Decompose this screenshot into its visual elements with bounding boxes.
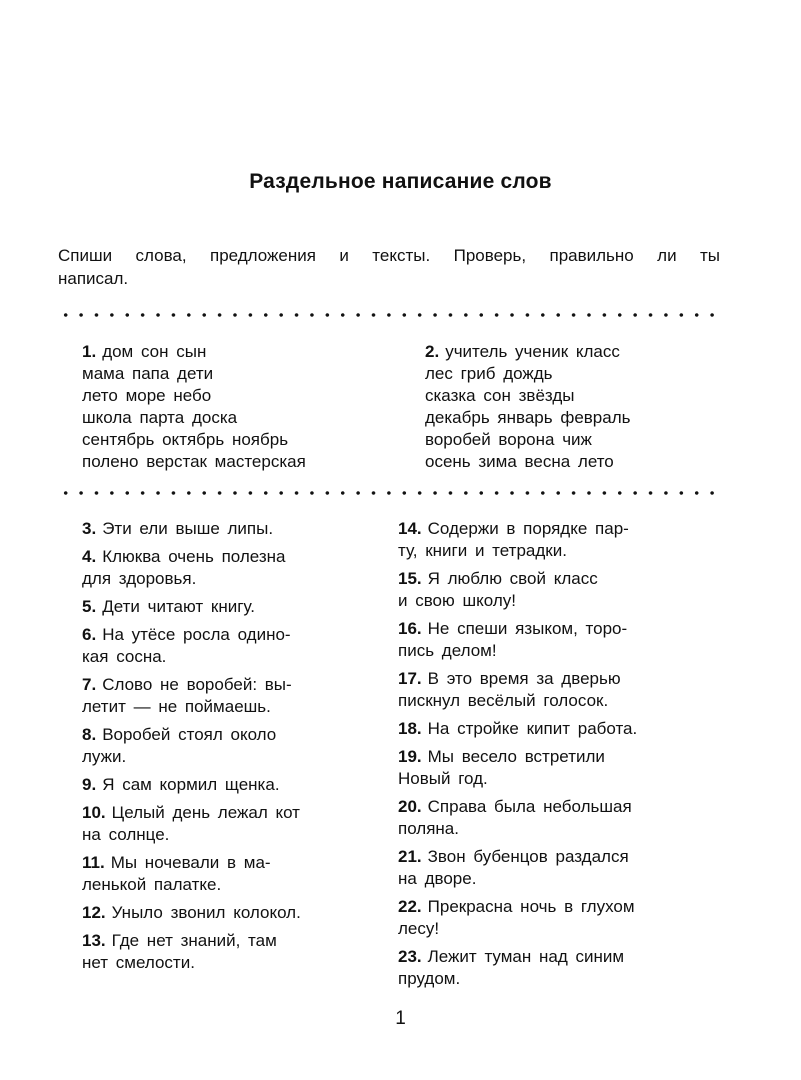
sentence-number: 19. bbox=[398, 747, 422, 766]
sentence-text: Я сам кормил щенка. bbox=[102, 775, 280, 794]
word-line: лето море небо bbox=[82, 386, 212, 405]
sentence-text: Не спеши языком, торо- bbox=[427, 619, 628, 638]
sentence-number: 22. bbox=[398, 897, 422, 916]
sentence-text: Новый год. bbox=[398, 769, 488, 788]
sentence-text: летит — не поймаешь. bbox=[82, 697, 271, 716]
sentence-text: лужи. bbox=[82, 747, 127, 766]
sentence-text: В это время за дверью bbox=[427, 669, 621, 688]
word-line: учитель ученик класс bbox=[445, 342, 620, 361]
sentence-text: Уныло звонил колокол. bbox=[111, 903, 301, 922]
sentence-item bbox=[82, 596, 372, 618]
sentence-text: Содержи в порядке пар- bbox=[427, 519, 629, 538]
sentence-number: 23. bbox=[398, 947, 422, 966]
sentence-item bbox=[398, 618, 728, 662]
sentence-item bbox=[398, 718, 728, 740]
sentence-text: Справа была небольшая bbox=[427, 797, 632, 816]
sentence-number: 11. bbox=[82, 853, 105, 872]
sentence-item bbox=[82, 774, 372, 796]
sentence-number: 10. bbox=[82, 803, 106, 822]
sentence-number: 7. bbox=[82, 675, 97, 694]
sentence-number: 16. bbox=[398, 619, 422, 638]
page-number: 1 bbox=[395, 1008, 406, 1029]
sentence-item bbox=[398, 746, 728, 790]
sentence-item bbox=[398, 568, 728, 612]
sentence-number: 15. bbox=[398, 569, 422, 588]
word-line: осень зима весна лето bbox=[425, 452, 614, 471]
page-title: Раздельное написание слов bbox=[249, 170, 552, 193]
sentence-text: и свою школу! bbox=[398, 591, 516, 610]
sentence-number: 21. bbox=[398, 847, 422, 866]
sentence-text: Мы весело встретили bbox=[427, 747, 605, 766]
dotted-divider bbox=[58, 313, 722, 317]
sentence-text: Клюква очень полезна bbox=[102, 547, 286, 566]
sentence-text: пись делом! bbox=[398, 641, 497, 660]
word-line: дом сон сын bbox=[102, 342, 207, 361]
sentence-text: Целый день лежал кот bbox=[111, 803, 300, 822]
sentence-item bbox=[398, 896, 728, 940]
sentence-text: Мы ночевали в ма- bbox=[110, 853, 271, 872]
sentence-number: 5. bbox=[82, 597, 97, 616]
exercise-2 bbox=[425, 341, 631, 473]
sentence-text: Лежит туман над синим bbox=[427, 947, 625, 966]
exercise-number: 2. bbox=[425, 342, 440, 361]
instructions bbox=[58, 244, 748, 290]
sentence-text: ленькой палатке. bbox=[82, 875, 222, 894]
sentence-text: Прекрасна ночь в глухом bbox=[427, 897, 635, 916]
word-line: декабрь январь февраль bbox=[425, 408, 631, 427]
sentence-item bbox=[82, 802, 372, 846]
sentence-text: лесу! bbox=[398, 919, 440, 938]
sentence-text: Я люблю свой класс bbox=[427, 569, 598, 588]
instructions-line-2: написал. bbox=[58, 269, 129, 288]
sentence-item bbox=[82, 852, 372, 896]
sentence-item bbox=[82, 546, 372, 590]
sentence-text: на дворе. bbox=[398, 869, 477, 888]
sentence-text: Воробей стоял около bbox=[102, 725, 277, 744]
word-line: мама папа дети bbox=[82, 364, 214, 383]
sentence-item bbox=[398, 796, 728, 840]
sentence-number: 13. bbox=[82, 931, 106, 950]
sentence-number: 6. bbox=[82, 625, 97, 644]
sentence-item bbox=[82, 674, 372, 718]
sentence-number: 20. bbox=[398, 797, 422, 816]
sentence-item bbox=[82, 902, 372, 924]
word-line: сентябрь октябрь ноябрь bbox=[82, 430, 289, 449]
sentence-item bbox=[82, 518, 372, 540]
sentence-text: Звон бубенцов раздался bbox=[427, 847, 629, 866]
sentence-number: 9. bbox=[82, 775, 97, 794]
word-line: воробей ворона чиж bbox=[425, 430, 592, 449]
exercise-1 bbox=[82, 341, 306, 473]
sentence-text: Эти ели выше липы. bbox=[102, 519, 274, 538]
sentence-item bbox=[82, 930, 372, 974]
sentence-text: Где нет знаний, там bbox=[111, 931, 277, 950]
sentence-text: пискнул весёлый голосок. bbox=[398, 691, 609, 710]
sentence-number: 18. bbox=[398, 719, 422, 738]
sentence-text: для здоровья. bbox=[82, 569, 197, 588]
word-line: сказка сон звёзды bbox=[425, 386, 575, 405]
sentence-text: кая сосна. bbox=[82, 647, 167, 666]
word-line: лес гриб дождь bbox=[425, 364, 553, 383]
sentence-number: 4. bbox=[82, 547, 97, 566]
sentence-text: Дети читают книгу. bbox=[102, 597, 255, 616]
sentence-text: ту, книги и тетрадки. bbox=[398, 541, 567, 560]
sentence-number: 17. bbox=[398, 669, 422, 688]
sentence-text: На стройке кипит работа. bbox=[427, 719, 638, 738]
dotted-divider bbox=[58, 491, 722, 495]
sentence-text: прудом. bbox=[398, 969, 461, 988]
sentence-number: 8. bbox=[82, 725, 97, 744]
sentence-item bbox=[82, 624, 372, 668]
sentence-text: На утёсе росла одино- bbox=[102, 625, 291, 644]
word-line: школа парта доска bbox=[82, 408, 238, 427]
instructions-line-1: Спиши слова, предложения и тексты. Проверь, правильно ли ты bbox=[58, 246, 720, 265]
sentence-number: 14. bbox=[398, 519, 422, 538]
sentence-item bbox=[82, 724, 372, 768]
sentence-number: 3. bbox=[82, 519, 97, 538]
sentence-text: нет смелости. bbox=[82, 953, 195, 972]
sentence-item bbox=[398, 668, 728, 712]
sentence-text: поляна. bbox=[398, 819, 459, 838]
exercise-number: 1. bbox=[82, 342, 97, 361]
word-line: полено верстак мастерская bbox=[82, 452, 306, 471]
sentence-number: 12. bbox=[82, 903, 106, 922]
sentence-text: на солнце. bbox=[82, 825, 170, 844]
sentences-left-column bbox=[82, 518, 372, 980]
sentence-item bbox=[398, 846, 728, 890]
sentence-text: Слово не воробей: вы- bbox=[102, 675, 292, 694]
sentence-item bbox=[398, 518, 728, 562]
sentences-right-column bbox=[398, 518, 728, 996]
sentence-item bbox=[398, 946, 728, 990]
